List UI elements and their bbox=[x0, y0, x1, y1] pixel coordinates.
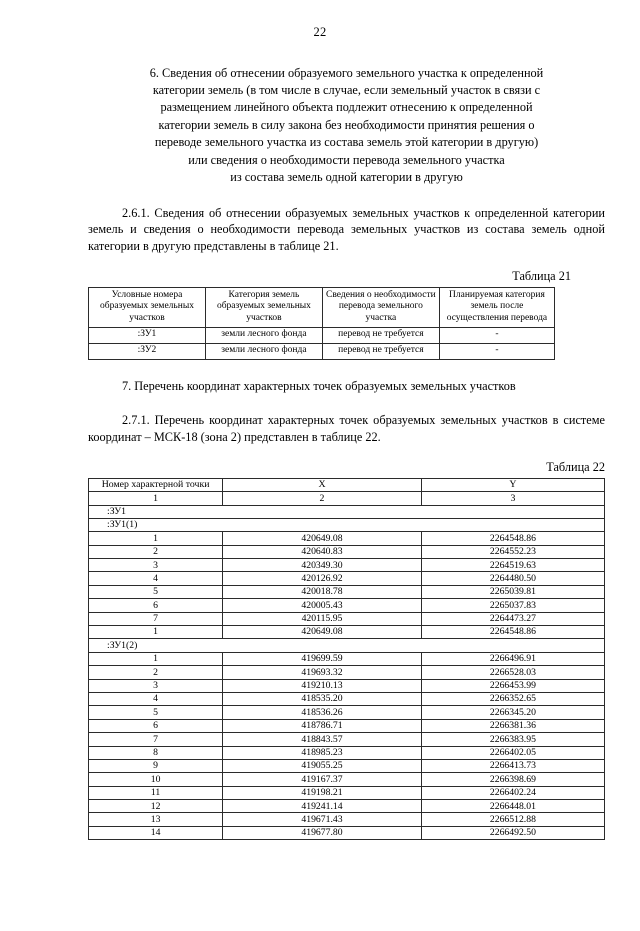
table-22-cell: 2265037.83 bbox=[421, 599, 604, 612]
table-22-cell: 7 bbox=[89, 612, 223, 625]
table-21-cell: :ЗУ2 bbox=[89, 343, 206, 359]
table-22-cell: 2 bbox=[89, 666, 223, 679]
table-row bbox=[89, 813, 605, 826]
table-22-cell: 1 bbox=[89, 532, 223, 545]
table-22-cell: 2264473.27 bbox=[421, 612, 604, 625]
table-22-cell: 419693.32 bbox=[223, 666, 422, 679]
table-22-cell: 420005.43 bbox=[223, 599, 422, 612]
table-22-cell: 2266352.65 bbox=[421, 692, 604, 705]
table-row bbox=[89, 612, 605, 625]
table-22-col-header: Номер характерной точки bbox=[89, 478, 223, 491]
table-22-cell: 419055.25 bbox=[223, 759, 422, 772]
table-22-cell: 2266448.01 bbox=[421, 800, 604, 813]
table-22-cell: 2266381.36 bbox=[421, 719, 604, 732]
table-row bbox=[89, 679, 605, 692]
table-22-cell: 2264548.86 bbox=[421, 626, 604, 639]
table-22-cell: 11 bbox=[89, 786, 223, 799]
table-22-cell: 8 bbox=[89, 746, 223, 759]
table-row bbox=[89, 759, 605, 772]
table-22-cell: 2264519.63 bbox=[421, 559, 604, 572]
table-22-cell: 420640.83 bbox=[223, 545, 422, 558]
table-22-cell: 2266402.05 bbox=[421, 746, 604, 759]
table-22-cell: 2265039.81 bbox=[421, 585, 604, 598]
table-22-group-label: :ЗУ1(1) bbox=[89, 518, 605, 531]
table-21-col-header-3: Планируемая категория земель после осуществления перевода bbox=[439, 287, 554, 327]
table-22-cell: 419167.37 bbox=[223, 773, 422, 786]
document-page bbox=[0, 26, 640, 931]
table-row bbox=[89, 733, 605, 746]
table-22-cell: 2 bbox=[89, 545, 223, 558]
table-22-cell: 2266413.73 bbox=[421, 759, 604, 772]
table-22-cell: 2264552.23 bbox=[421, 545, 604, 558]
table-22-cell: 419671.43 bbox=[223, 813, 422, 826]
table-row bbox=[89, 559, 605, 572]
table-row bbox=[89, 572, 605, 585]
section-6-heading-line-7: из состава земель одной категории в другую bbox=[230, 170, 463, 185]
table-22-cell: 419241.14 bbox=[223, 800, 422, 813]
table-21-cell: перевод не требуется bbox=[322, 343, 439, 359]
table-22-cell: 3 bbox=[89, 679, 223, 692]
table-22-group-row bbox=[89, 518, 605, 531]
table-row bbox=[89, 599, 605, 612]
table-22-cell: 419677.80 bbox=[223, 826, 422, 839]
table-row bbox=[89, 800, 605, 813]
table-22-cell: 3 bbox=[89, 559, 223, 572]
table-22-cell: 418786.71 bbox=[223, 719, 422, 732]
section-6-heading-line-4: категории земель в силу закона без необходимости принятия решения о bbox=[158, 117, 535, 132]
table-22-cell: 418535.20 bbox=[223, 692, 422, 705]
table-22-cell: 7 bbox=[89, 733, 223, 746]
table-row bbox=[89, 773, 605, 786]
table-22-cell: 6 bbox=[89, 719, 223, 732]
page-content bbox=[0, 65, 640, 841]
table-22-cell: 2264480.50 bbox=[421, 572, 604, 585]
table-22-cell: 420649.08 bbox=[223, 532, 422, 545]
table-22-cell: 2266345.20 bbox=[421, 706, 604, 719]
table-22-cell: 5 bbox=[89, 706, 223, 719]
table-21-col-header-1: Категория земель образуемых земельных участков bbox=[205, 287, 322, 327]
table-22-cell: 14 bbox=[89, 826, 223, 839]
table-22-cell: 418536.26 bbox=[223, 706, 422, 719]
table-22-cell: 418843.57 bbox=[223, 733, 422, 746]
table-22-cell: 420649.08 bbox=[223, 626, 422, 639]
table-22-cell: 419699.59 bbox=[223, 652, 422, 665]
page-number: 22 bbox=[313, 25, 327, 39]
table-21-cell: :ЗУ1 bbox=[89, 327, 206, 343]
table-21-cell: - bbox=[439, 343, 554, 359]
table-row bbox=[89, 626, 605, 639]
table-row bbox=[89, 706, 605, 719]
table-22-cell: 2264548.86 bbox=[421, 532, 604, 545]
table-22-numbering-row bbox=[89, 492, 605, 505]
table-21-cell: земли лесного фонда bbox=[205, 343, 322, 359]
table-row bbox=[89, 343, 555, 359]
table-22-cell: 1 bbox=[89, 652, 223, 665]
table-22-caption: Таблица 22 bbox=[546, 459, 605, 474]
table-21-col-header-2: Сведения о необходимости перевода земельного участка bbox=[322, 287, 439, 327]
paragraph-2-7-1: 2.7.1. Перечень координат характерных точек образуемых земельных участков в системе координат – МСК-18 (зона 2) представлен в таблице 22. bbox=[88, 413, 605, 444]
table-row bbox=[89, 585, 605, 598]
table-row bbox=[89, 545, 605, 558]
table-row bbox=[89, 719, 605, 732]
table-row bbox=[89, 652, 605, 665]
table-22-cell: 419210.13 bbox=[223, 679, 422, 692]
section-7-heading: 7. Перечень координат характерных точек образуемых земельных участков bbox=[122, 378, 516, 393]
table-22-cell: 6 bbox=[89, 599, 223, 612]
table-22-cell: 2266492.50 bbox=[421, 826, 604, 839]
table-22-cell: 4 bbox=[89, 572, 223, 585]
table-22-col-number: 1 bbox=[89, 492, 223, 505]
table-22 bbox=[88, 478, 605, 841]
section-6-heading-line-1: 6. Сведения об отнесении образуемого земельного участка к определенной bbox=[149, 65, 544, 80]
table-21-wrapper bbox=[88, 287, 605, 360]
table-21-caption: Таблица 21 bbox=[512, 268, 571, 283]
table-22-cell: 2266496.91 bbox=[421, 652, 604, 665]
table-22-cell: 2266453.99 bbox=[421, 679, 604, 692]
table-22-cell: 2266512.88 bbox=[421, 813, 604, 826]
table-22-cell: 4 bbox=[89, 692, 223, 705]
table-row bbox=[89, 746, 605, 759]
table-22-cell: 420018.78 bbox=[223, 585, 422, 598]
table-21-cell: перевод не требуется bbox=[322, 327, 439, 343]
section-6-heading bbox=[88, 65, 605, 187]
table-row bbox=[89, 666, 605, 679]
table-22-cell: 12 bbox=[89, 800, 223, 813]
table-22-cell: 2266383.95 bbox=[421, 733, 604, 746]
table-22-header-row bbox=[89, 478, 605, 491]
section-6-heading-line-6: или сведения о необходимости перевода земельного участка bbox=[188, 152, 505, 167]
table-row bbox=[89, 532, 605, 545]
section-6-heading-line-5: переводе земельного участка из состава земель этой категории в другую) bbox=[154, 135, 539, 150]
table-22-col-header: Y bbox=[421, 478, 604, 491]
table-22-group-row bbox=[89, 505, 605, 518]
table-21 bbox=[88, 287, 555, 360]
table-22-cell: 420115.95 bbox=[223, 612, 422, 625]
table-22-col-number: 3 bbox=[421, 492, 604, 505]
table-22-cell: 420349.30 bbox=[223, 559, 422, 572]
table-row bbox=[89, 692, 605, 705]
table-22-group-row bbox=[89, 639, 605, 652]
table-22-cell: 420126.92 bbox=[223, 572, 422, 585]
table-22-cell: 1 bbox=[89, 626, 223, 639]
table-22-cell: 13 bbox=[89, 813, 223, 826]
table-21-cell: земли лесного фонда bbox=[205, 327, 322, 343]
table-22-cell: 5 bbox=[89, 585, 223, 598]
table-22-cell: 419198.21 bbox=[223, 786, 422, 799]
section-6-heading-line-3: размещением линейного объекта подлежит отнесению к определенной bbox=[160, 100, 533, 115]
table-row bbox=[89, 786, 605, 799]
table-22-col-header: X bbox=[223, 478, 422, 491]
table-22-cell: 10 bbox=[89, 773, 223, 786]
section-6-heading-line-2: категории земель (в том числе в случае, если земельный участок в связи с bbox=[152, 82, 541, 97]
table-22-group-label: :ЗУ1(2) bbox=[89, 639, 605, 652]
table-22-col-number: 2 bbox=[223, 492, 422, 505]
table-22-cell: 9 bbox=[89, 759, 223, 772]
table-row bbox=[89, 327, 555, 343]
table-22-cell: 418985.23 bbox=[223, 746, 422, 759]
table-21-header-row bbox=[89, 287, 555, 327]
table-21-cell: - bbox=[439, 327, 554, 343]
table-row bbox=[89, 826, 605, 839]
table-22-cell: 2266528.03 bbox=[421, 666, 604, 679]
table-22-group-label: :ЗУ1 bbox=[89, 505, 605, 518]
paragraph-2-6-1: 2.6.1. Сведения об отнесении образуемых земельных участков к определенной категории земель и сведения о необходимости перевода земельных участков из состава земель одной категории в другую представлены в таблице 21. bbox=[88, 205, 605, 254]
table-21-col-header-0: Условные номера образуемых земельных участков bbox=[89, 287, 206, 327]
table-22-cell: 2266398.69 bbox=[421, 773, 604, 786]
table-22-cell: 2266402.24 bbox=[421, 786, 604, 799]
table-22-wrapper bbox=[88, 478, 605, 841]
